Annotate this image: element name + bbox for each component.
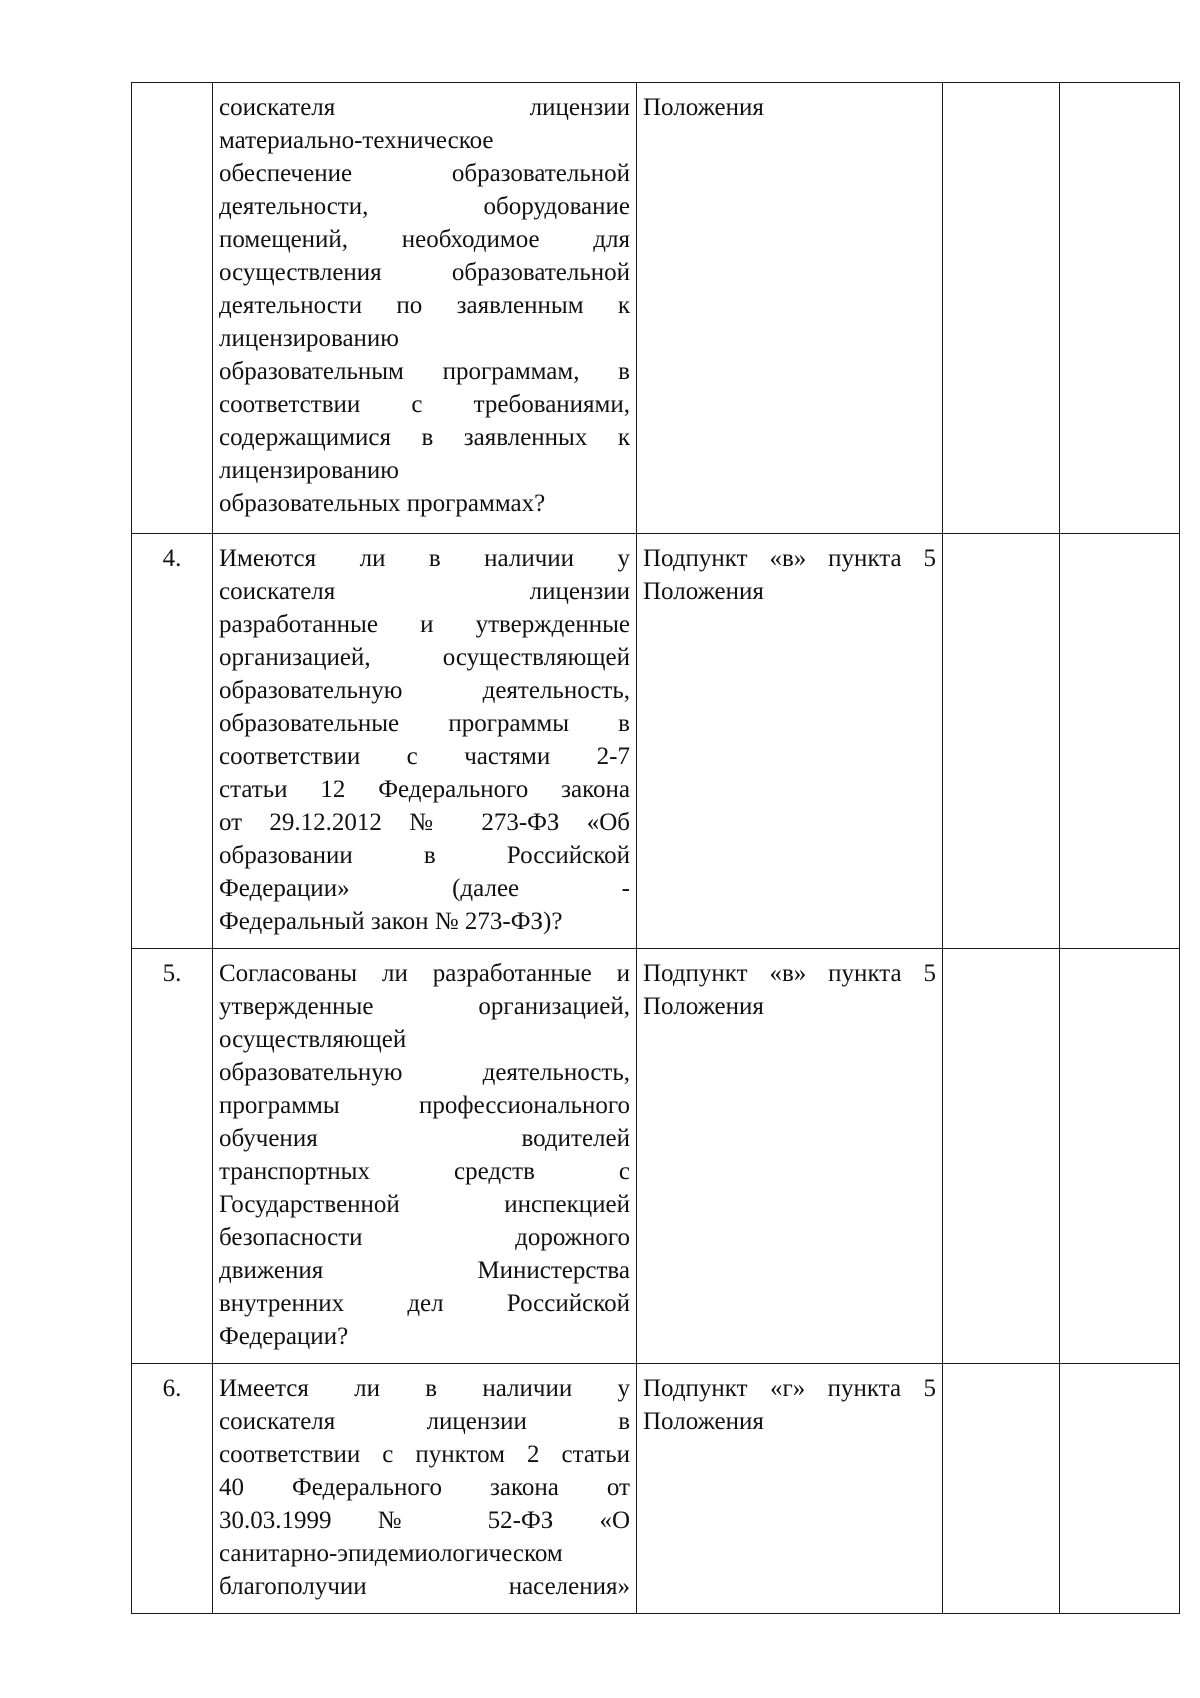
row-number: 6.	[132, 1364, 213, 1614]
question-line: образовании в Российской	[219, 842, 630, 869]
blank-cell	[1060, 949, 1180, 1364]
reference-line: Положения	[643, 1408, 764, 1435]
question-line: санитарно-эпидемиологическом	[219, 1540, 563, 1567]
reference-cell	[637, 83, 943, 534]
question-line: внутренних дел Российской	[219, 1290, 630, 1317]
question-cell	[213, 534, 637, 949]
question-line: лицензированию	[219, 457, 399, 484]
question-line: осуществляющей	[219, 1026, 407, 1053]
question-line: обеспечение образовательной	[219, 160, 630, 187]
question-line: Согласованы ли разработанные и	[219, 960, 630, 987]
question-cell	[213, 949, 637, 1364]
reference-line: Положения	[643, 94, 764, 121]
blank-cell	[943, 1364, 1060, 1614]
reference-line: Подпункт «в» пункта 5	[643, 545, 936, 572]
question-line: Федеральный закон № 273-ФЗ)?	[219, 908, 563, 935]
blank-cell	[1060, 83, 1180, 534]
question-line: соответствии с частями 2-7	[219, 743, 630, 770]
question-line: Имеется ли в наличии у	[219, 1375, 630, 1402]
question-line: благополучии населения»	[219, 1573, 630, 1600]
row-number	[132, 83, 213, 534]
reference-line: Подпункт «г» пункта 5	[643, 1375, 936, 1402]
question-line: утвержденные организацией,	[219, 993, 630, 1020]
blank-cell	[943, 83, 1060, 534]
question-line: деятельности по заявленным к	[219, 292, 630, 319]
question-cell	[213, 83, 637, 534]
question-line: материально-техническое	[219, 127, 494, 154]
question-line: содержащимися в заявленных к	[219, 424, 630, 451]
blank-cell	[1060, 534, 1180, 949]
question-line: от 29.12.2012 № 273-ФЗ «Об	[219, 809, 630, 836]
blank-cell	[1060, 1364, 1180, 1614]
question-line: образовательным программам, в	[219, 358, 630, 385]
question-line: Федерации» (далее -	[219, 875, 630, 902]
question-line: соискателя лицензии	[219, 578, 630, 605]
table-row	[132, 534, 1180, 949]
blank-cell	[943, 949, 1060, 1364]
row-number: 5.	[132, 949, 213, 1364]
row-number: 4.	[132, 534, 213, 949]
question-line: образовательную деятельность,	[219, 677, 630, 704]
question-line: деятельности, оборудование	[219, 193, 630, 220]
question-line: 30.03.1999 № 52-ФЗ «О	[219, 1507, 630, 1534]
question-line: помещений, необходимое для	[219, 226, 630, 253]
reference-line: Положения	[643, 993, 764, 1020]
question-line: Федерации?	[219, 1323, 349, 1350]
question-line: образовательных программах?	[219, 490, 546, 517]
table-row	[132, 949, 1180, 1364]
blank-cell	[943, 534, 1060, 949]
question-line: движения Министерства	[219, 1257, 630, 1284]
question-line: Имеются ли в наличии у	[219, 545, 630, 572]
question-line: программы профессионального	[219, 1092, 630, 1119]
reference-line: Подпункт «в» пункта 5	[643, 960, 936, 987]
question-line: соответствии с требованиями,	[219, 391, 630, 418]
table-row	[132, 1364, 1180, 1614]
question-line: соответствии с пунктом 2 статьи	[219, 1441, 630, 1468]
question-line: лицензированию	[219, 325, 399, 352]
table-row	[132, 83, 1180, 534]
question-line: 40 Федерального закона от	[219, 1474, 630, 1501]
question-line: соискателя лицензии в	[219, 1408, 630, 1435]
question-line: образовательную деятельность,	[219, 1059, 630, 1086]
question-line: разработанные и утвержденные	[219, 611, 630, 638]
question-line: Государственной инспекцией	[219, 1191, 630, 1218]
question-cell	[213, 1364, 637, 1614]
reference-line: Положения	[643, 578, 764, 605]
checklist-table	[131, 82, 1180, 1614]
question-line: соискателя лицензии	[219, 94, 630, 121]
question-line: обучения водителей	[219, 1125, 630, 1152]
question-line: осуществления образовательной	[219, 259, 630, 286]
question-line: образовательные программы в	[219, 710, 630, 737]
question-line: организацией, осуществляющей	[219, 644, 630, 671]
question-line: безопасности дорожного	[219, 1224, 630, 1251]
question-line: статьи 12 Федерального закона	[219, 776, 630, 803]
reference-cell	[637, 1364, 943, 1614]
reference-cell	[637, 534, 943, 949]
question-line: транспортных средств с	[219, 1158, 630, 1185]
reference-cell	[637, 949, 943, 1364]
